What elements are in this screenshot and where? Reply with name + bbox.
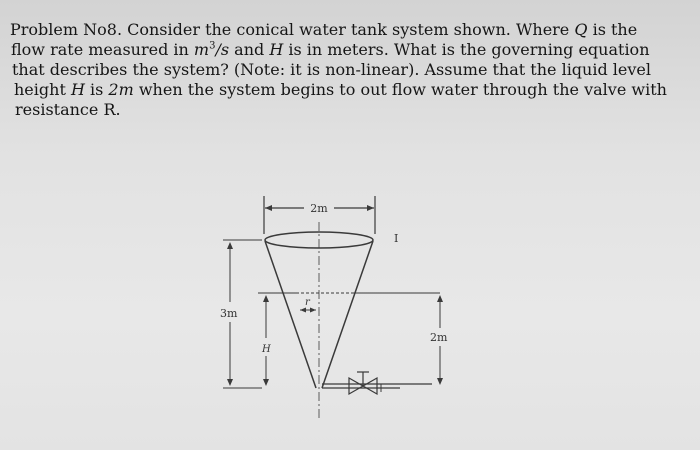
tank-wall-right: [322, 241, 373, 388]
right-height-label: 2m: [430, 331, 448, 344]
problem-line-3: that describes the system? (Note: it is non-linear). Assume that the liquid level: [12, 60, 652, 79]
radius-label: r: [305, 297, 310, 308]
tank-wall-left: [265, 241, 316, 388]
valve-right-half: [363, 378, 377, 394]
problem-line-5: resistance R.: [15, 100, 121, 119]
total-height-label: 3m: [220, 307, 238, 320]
problem-line-4: height H is 2m when the system begins to out flow water through the valve with: [14, 80, 667, 99]
text-cursor-icon: I: [394, 232, 399, 245]
level-label: H: [262, 344, 271, 355]
problem-line-1: Problem No8. Consider the conical water tank system shown. Where Q is the: [10, 20, 638, 39]
top-diameter-label: 2m: [310, 202, 328, 215]
problem-line-2: flow rate measured in $m^3/s$ and H is in meters. What is the governing equation: [11, 40, 650, 59]
valve-left-half: [349, 378, 363, 394]
